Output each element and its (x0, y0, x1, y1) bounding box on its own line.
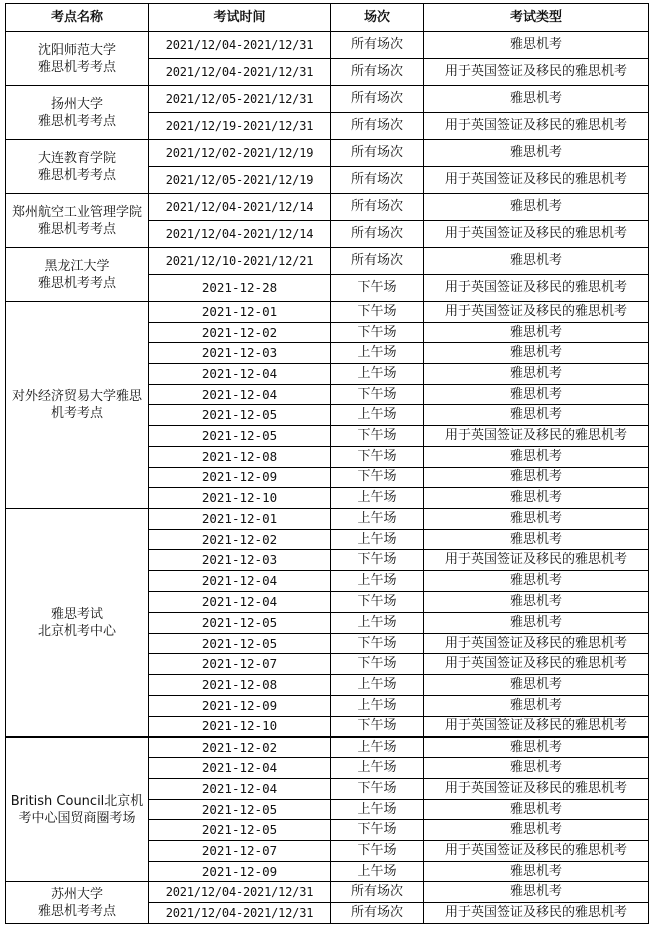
exam-date: 2021-12-10 (149, 716, 331, 737)
exam-type: 用于英国签证及移民的雅思机考 (424, 903, 649, 924)
exam-date: 2021/12/19-2021/12/31 (149, 113, 331, 140)
exam-type: 雅思机考 (424, 571, 649, 592)
exam-session: 所有场次 (331, 59, 424, 86)
exam-date: 2021-12-09 (149, 861, 331, 882)
exam-date: 2021-12-10 (149, 488, 331, 509)
exam-date: 2021/12/04-2021/12/31 (149, 59, 331, 86)
exam-session: 上午场 (331, 758, 424, 779)
exam-type: 雅思机考 (424, 737, 649, 758)
exam-session: 下午场 (331, 302, 424, 323)
exam-session: 上午场 (331, 343, 424, 364)
exam-type: 雅思机考 (424, 140, 649, 167)
exam-session: 下午场 (331, 426, 424, 447)
exam-session: 所有场次 (331, 903, 424, 924)
exam-center-name: 扬州大学 雅思机考考点 (6, 86, 149, 140)
exam-type: 雅思机考 (424, 799, 649, 820)
table-body (6, 32, 649, 924)
exam-type: 雅思机考 (424, 86, 649, 113)
exam-session: 上午场 (331, 861, 424, 882)
exam-session: 所有场次 (331, 140, 424, 167)
exam-session: 上午场 (331, 737, 424, 758)
exam-date: 2021/12/04-2021/12/14 (149, 221, 331, 248)
exam-date: 2021-12-05 (149, 633, 331, 654)
exam-date: 2021-12-05 (149, 612, 331, 633)
exam-date: 2021-12-02 (149, 529, 331, 550)
exam-type: 用于英国签证及移民的雅思机考 (424, 779, 649, 800)
header-center-name: 考点名称 (6, 4, 149, 32)
table-row (6, 194, 649, 221)
exam-type: 雅思机考 (424, 820, 649, 841)
exam-date: 2021-12-05 (149, 799, 331, 820)
exam-type: 用于英国签证及移民的雅思机考 (424, 221, 649, 248)
exam-session: 下午场 (331, 820, 424, 841)
exam-session: 上午场 (331, 612, 424, 633)
header-exam-type: 考试类型 (424, 4, 649, 32)
exam-session: 下午场 (331, 779, 424, 800)
exam-session: 上午场 (331, 364, 424, 385)
exam-session: 上午场 (331, 508, 424, 529)
exam-date: 2021-12-04 (149, 758, 331, 779)
exam-session: 下午场 (331, 275, 424, 302)
exam-center-name: 苏州大学 雅思机考考点 (6, 882, 149, 924)
exam-date: 2021-12-05 (149, 426, 331, 447)
exam-session: 下午场 (331, 446, 424, 467)
exam-date: 2021-12-04 (149, 384, 331, 405)
exam-type: 用于英国签证及移民的雅思机考 (424, 841, 649, 862)
exam-type: 雅思机考 (424, 343, 649, 364)
exam-type: 雅思机考 (424, 488, 649, 509)
exam-session: 上午场 (331, 571, 424, 592)
exam-session: 上午场 (331, 488, 424, 509)
exam-type: 雅思机考 (424, 32, 649, 59)
exam-date: 2021/12/04-2021/12/31 (149, 32, 331, 59)
exam-date: 2021-12-04 (149, 364, 331, 385)
exam-date: 2021-12-08 (149, 675, 331, 696)
exam-session: 下午场 (331, 384, 424, 405)
exam-session: 所有场次 (331, 221, 424, 248)
exam-date: 2021-12-04 (149, 571, 331, 592)
exam-date: 2021-12-05 (149, 820, 331, 841)
exam-date: 2021-12-07 (149, 654, 331, 675)
table-row (6, 882, 649, 903)
exam-session: 所有场次 (331, 882, 424, 903)
table-header (6, 4, 649, 32)
exam-session: 上午场 (331, 405, 424, 426)
header-row (6, 4, 649, 32)
exam-type: 雅思机考 (424, 405, 649, 426)
exam-type: 雅思机考 (424, 384, 649, 405)
exam-center-name: 郑州航空工业管理学院雅思机考考点 (6, 194, 149, 248)
exam-center-name: 雅思考试 北京机考中心 (6, 508, 149, 737)
table-row (6, 302, 649, 323)
exam-type: 雅思机考 (424, 675, 649, 696)
exam-date: 2021/12/04-2021/12/31 (149, 882, 331, 903)
table-row (6, 32, 649, 59)
exam-type: 用于英国签证及移民的雅思机考 (424, 716, 649, 737)
exam-type: 雅思机考 (424, 467, 649, 488)
exam-type: 雅思机考 (424, 364, 649, 385)
exam-session: 下午场 (331, 633, 424, 654)
exam-session: 下午场 (331, 592, 424, 613)
exam-date: 2021-12-07 (149, 841, 331, 862)
exam-date: 2021-12-01 (149, 302, 331, 323)
table-row (6, 86, 649, 113)
exam-type: 雅思机考 (424, 861, 649, 882)
exam-session: 上午场 (331, 675, 424, 696)
exam-type: 用于英国签证及移民的雅思机考 (424, 550, 649, 571)
table-row (6, 508, 649, 529)
exam-date: 2021-12-28 (149, 275, 331, 302)
exam-center-name: 对外经济贸易大学雅思机考考点 (6, 302, 149, 509)
exam-type: 雅思机考 (424, 194, 649, 221)
exam-date: 2021/12/04-2021/12/14 (149, 194, 331, 221)
exam-type: 用于英国签证及移民的雅思机考 (424, 302, 649, 323)
exam-type: 雅思机考 (424, 696, 649, 717)
exam-date: 2021-12-03 (149, 343, 331, 364)
exam-session: 所有场次 (331, 113, 424, 140)
exam-date: 2021-12-01 (149, 508, 331, 529)
exam-date: 2021-12-04 (149, 779, 331, 800)
exam-center-name: 大连教育学院 雅思机考考点 (6, 140, 149, 194)
exam-type: 用于英国签证及移民的雅思机考 (424, 426, 649, 447)
table-row (6, 737, 649, 758)
exam-session: 所有场次 (331, 167, 424, 194)
exam-date: 2021-12-02 (149, 322, 331, 343)
exam-session: 下午场 (331, 716, 424, 737)
exam-type: 用于英国签证及移民的雅思机考 (424, 633, 649, 654)
exam-session: 所有场次 (331, 32, 424, 59)
exam-date: 2021-12-04 (149, 592, 331, 613)
exam-session: 所有场次 (331, 194, 424, 221)
exam-session: 下午场 (331, 841, 424, 862)
exam-type: 雅思机考 (424, 248, 649, 275)
exam-session: 上午场 (331, 799, 424, 820)
exam-type: 用于英国签证及移民的雅思机考 (424, 654, 649, 675)
exam-center-name: 黑龙江大学 雅思机考考点 (6, 248, 149, 302)
exam-type: 雅思机考 (424, 508, 649, 529)
table-row (6, 140, 649, 167)
exam-date: 2021-12-09 (149, 696, 331, 717)
exam-type: 雅思机考 (424, 529, 649, 550)
exam-type: 雅思机考 (424, 882, 649, 903)
exam-center-name: British Council北京机考中心国贸商圈考场 (6, 737, 149, 882)
exam-type: 雅思机考 (424, 592, 649, 613)
exam-center-name: 沈阳师范大学 雅思机考考点 (6, 32, 149, 86)
table-row (6, 248, 649, 275)
exam-date: 2021-12-09 (149, 467, 331, 488)
exam-session: 所有场次 (331, 248, 424, 275)
exam-type: 用于英国签证及移民的雅思机考 (424, 167, 649, 194)
exam-type: 用于英国签证及移民的雅思机考 (424, 275, 649, 302)
exam-type: 雅思机考 (424, 446, 649, 467)
exam-session: 所有场次 (331, 86, 424, 113)
exam-date: 2021/12/05-2021/12/19 (149, 167, 331, 194)
exam-date: 2021/12/04-2021/12/31 (149, 903, 331, 924)
exam-type: 用于英国签证及移民的雅思机考 (424, 113, 649, 140)
exam-session: 上午场 (331, 529, 424, 550)
exam-session: 下午场 (331, 550, 424, 571)
exam-session: 下午场 (331, 322, 424, 343)
exam-date: 2021/12/02-2021/12/19 (149, 140, 331, 167)
exam-date: 2021/12/05-2021/12/31 (149, 86, 331, 113)
exam-date: 2021-12-03 (149, 550, 331, 571)
exam-date: 2021-12-08 (149, 446, 331, 467)
exam-type: 雅思机考 (424, 758, 649, 779)
exam-schedule-table (5, 3, 649, 924)
header-exam-time: 考试时间 (149, 4, 331, 32)
exam-date: 2021/12/10-2021/12/21 (149, 248, 331, 275)
header-session: 场次 (331, 4, 424, 32)
exam-type: 用于英国签证及移民的雅思机考 (424, 59, 649, 86)
exam-type: 雅思机考 (424, 322, 649, 343)
exam-session: 上午场 (331, 696, 424, 717)
exam-date: 2021-12-05 (149, 405, 331, 426)
exam-session: 下午场 (331, 654, 424, 675)
exam-session: 下午场 (331, 467, 424, 488)
exam-date: 2021-12-02 (149, 737, 331, 758)
exam-type: 雅思机考 (424, 612, 649, 633)
